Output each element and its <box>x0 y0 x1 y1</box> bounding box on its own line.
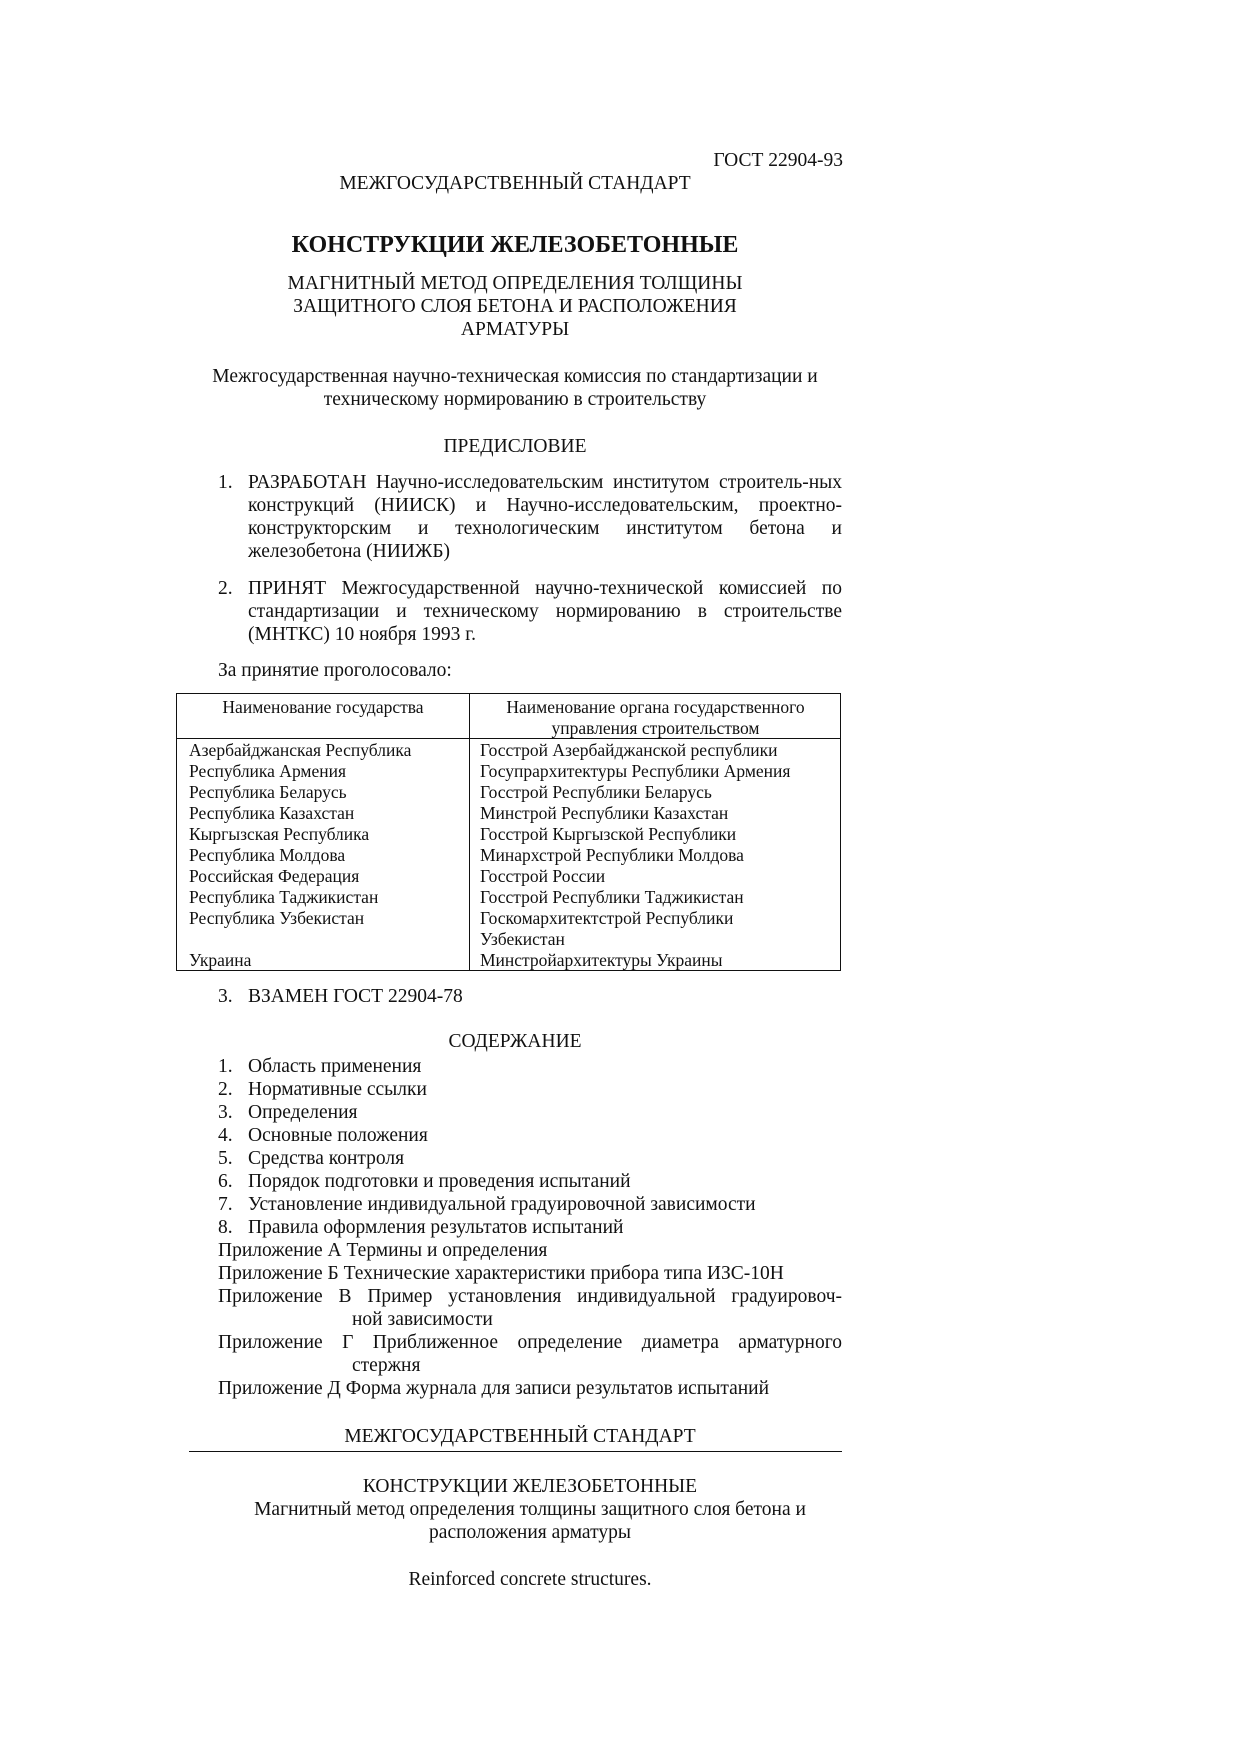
state-cell: Кыргызская Республика <box>189 824 370 844</box>
authority-cell: Госстрой Республики Беларусь <box>480 782 712 802</box>
english-title: Reinforced concrete structures. <box>408 1569 652 1590</box>
state-cell: Республика Казахстан <box>189 803 355 823</box>
standard-stamp-second: МЕЖГОСУДАРСТВЕННЫЙ СТАНДАРТ <box>344 1426 696 1447</box>
authority-cell: Госстрой России <box>480 866 606 886</box>
appendix-continuation: ной зависимости <box>352 1309 493 1330</box>
table-header-state: Наименование государства <box>222 697 424 717</box>
state-cell: Российская Федерация <box>189 866 360 886</box>
toc-item <box>218 1193 842 1216</box>
item-text: РАЗРАБОТАН Научно-исследовательским институтом строитель-ных конструкций (НИИСК) и Научно-исследовательским, проектно-конструкторским и технологическим институтом бетона и железобетона (НИИЖБ) <box>248 472 842 562</box>
toc-number: 3. <box>218 1102 233 1123</box>
state-cell: Республика Беларусь <box>189 782 347 802</box>
toc-number: 8. <box>218 1217 233 1238</box>
appendix-continuation: стержня <box>352 1355 421 1376</box>
foreword-item <box>218 471 842 563</box>
toc-number: 2. <box>218 1079 233 1100</box>
toc-item <box>218 1124 842 1147</box>
appendix-list <box>218 1239 842 1400</box>
toc-number: 1. <box>218 1056 233 1077</box>
authority-cell: Минстройархитектуры Украины <box>480 950 723 970</box>
state-cell: Республика Армения <box>189 761 347 781</box>
foreword-heading: ПРЕДИСЛОВИЕ <box>443 436 587 457</box>
toc-text: Определения <box>248 1102 358 1123</box>
appendix-item: Приложение А Термины и определения <box>218 1240 548 1261</box>
item-number: 3. <box>218 986 233 1007</box>
toc-text: Правила оформления результатов испытаний <box>248 1217 624 1238</box>
item-number: 1. <box>218 472 233 493</box>
authority-cell: Минархстрой Республики Молдова <box>480 845 744 865</box>
toc-item <box>218 1170 842 1193</box>
divider-line <box>189 1451 842 1452</box>
toc-text: Нормативные ссылки <box>248 1079 427 1100</box>
voting-table <box>176 693 841 971</box>
document-subtitle: МАГНИТНЫЙ МЕТОД ОПРЕДЕЛЕНИЯ ТОЛЩИНЫ ЗАЩИТНОГО СЛОЯ БЕТОНА И РАСПОЛОЖЕНИЯ АРМАТУРЫ <box>287 273 743 340</box>
document-title: КОНСТРУКЦИИ ЖЕЛЕЗОБЕТОННЫЕ <box>291 232 739 258</box>
toc-item <box>218 1078 842 1101</box>
second-subtitle: Магнитный метод определения толщины защитного слоя бетона и расположения арматуры <box>254 1499 806 1543</box>
toc-item <box>218 1216 842 1239</box>
item-number: 2. <box>218 578 233 599</box>
authority-cell: Госстрой Азербайджанской республики <box>480 740 778 760</box>
contents-list <box>218 1055 842 1239</box>
appendix-item <box>218 1331 842 1377</box>
toc-text: Основные положения <box>248 1125 428 1146</box>
toc-text: Порядок подготовки и проведения испытаний <box>248 1171 631 1192</box>
document-code: ГОСТ 22904-93 <box>713 150 843 171</box>
authority-cell: Госупрархитектуры Республики Армения <box>480 761 791 781</box>
appendix-item: Приложение Б Технические характеристики прибора типа ИЗС-10Н <box>218 1263 784 1284</box>
state-cell: Республика Таджикистан <box>189 887 379 907</box>
toc-number: 7. <box>218 1194 233 1215</box>
appendix-item <box>218 1285 842 1331</box>
toc-item <box>218 1101 842 1124</box>
second-title: КОНСТРУКЦИИ ЖЕЛЕЗОБЕТОННЫЕ <box>362 1476 698 1497</box>
toc-number: 5. <box>218 1148 233 1169</box>
commission-name: Межгосударственная научно-техническая комиссия по стандартизации и техническому нормированию в строительству <box>212 366 818 410</box>
toc-text: Область применения <box>248 1056 422 1077</box>
item-text: ПРИНЯТ Межгосударственной научно-технической комиссией по стандартизации и техническому нормированию в строительстве (МНТКС) 10 ноября 1993 г. <box>248 578 842 645</box>
state-cell: Республика Узбекистан <box>189 908 365 928</box>
toc-item <box>218 1055 842 1078</box>
toc-text: Средства контроля <box>248 1148 405 1169</box>
toc-number: 4. <box>218 1125 233 1146</box>
standard-stamp: МЕЖГОСУДАРСТВЕННЫЙ СТАНДАРТ <box>339 173 691 194</box>
appendix-item: Приложение Д Форма журнала для записи результатов испытаний <box>218 1378 770 1399</box>
state-cell: Украина <box>189 950 252 970</box>
toc-number: 6. <box>218 1171 233 1192</box>
toc-item <box>218 1147 842 1170</box>
foreword-item <box>218 577 842 646</box>
item-text: ВЗАМЕН ГОСТ 22904-78 <box>248 986 463 1007</box>
authority-cell: Госкомархитектстрой Республики Узбекистан <box>480 908 734 949</box>
voted-label: За принятие проголосовало: <box>218 660 452 681</box>
toc-text: Установление индивидуальной градуировочной зависимости <box>248 1194 756 1215</box>
state-cell: Республика Молдова <box>189 845 346 865</box>
contents-heading: СОДЕРЖАНИЕ <box>448 1031 582 1052</box>
appendix-line: Приложение В Пример установления индивидуальной градуировоч- <box>218 1286 842 1307</box>
state-cell: Азербайджанская Республика <box>189 740 412 760</box>
table-header-authority: Наименование органа государственного управления строительством <box>506 697 805 738</box>
authority-cell: Минстрой Республики Казахстан <box>480 803 729 823</box>
authority-cell: Госстрой Республики Таджикистан <box>480 887 744 907</box>
authority-cell: Госстрой Кыргызской Республики <box>480 824 737 844</box>
appendix-line: Приложение Г Приближенное определение диаметра арматурного <box>218 1332 842 1353</box>
